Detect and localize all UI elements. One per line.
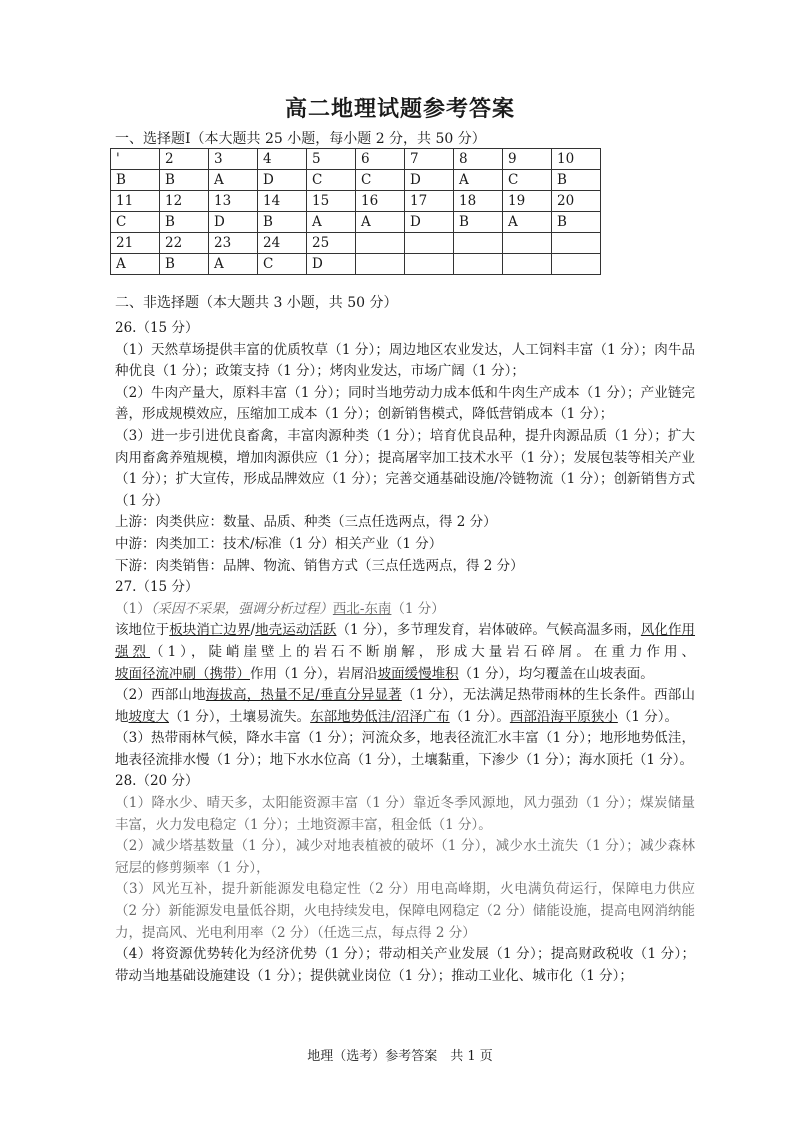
answer-table-cell: A bbox=[503, 212, 552, 233]
answer-table-cell: 3 bbox=[209, 149, 258, 170]
q28-answer-2: （2）减少塔基数量（1 分），减少对地表植被的破坏（1 分），减少水土流失（1 分）；减少森林冠层的修剪频率（1 分）， bbox=[115, 838, 695, 876]
answer-table-row bbox=[111, 149, 601, 170]
answer-table-cell: 23 bbox=[209, 233, 258, 254]
answer-table-cell: D bbox=[405, 170, 454, 191]
answer-table-cell: 11 bbox=[111, 191, 160, 212]
q28-answer-4: （4）将资源优势转化为经济优势（1 分）；带动相关产业发展（1 分）；提高财政税收（1 分）；带动当地基础设施建设（1 分）；提供就业岗位（1 分）；推动工业化、城市化（1 分）； bbox=[115, 946, 695, 984]
answer-table-row bbox=[111, 254, 601, 275]
q27-1-note: （采因不采果，强调分析过程） bbox=[150, 600, 333, 617]
answer-table-cell: 19 bbox=[503, 191, 552, 212]
answer-table-cell: C bbox=[307, 170, 356, 191]
answer-table-row bbox=[111, 233, 601, 254]
answer-table-cell: 4 bbox=[258, 149, 307, 170]
answer-table-cell: B bbox=[552, 212, 601, 233]
answer-table-cell: 8 bbox=[454, 149, 503, 170]
answer-table-cell: A bbox=[454, 170, 503, 191]
answer-table-cell: D bbox=[258, 170, 307, 191]
answer-table-cell: 18 bbox=[454, 191, 503, 212]
q28-answer-1: （1）降水少、晴天多，太阳能资源丰富（1 分）靠近冬季风源地，风力强劲（1 分）；煤炭储量丰富，火力发电稳定（1 分）；土地资源丰富，租金低（1 分）。 bbox=[115, 795, 695, 833]
answer-table-cell bbox=[552, 233, 601, 254]
answer-table-cell: C bbox=[111, 212, 160, 233]
answer-table-cell: 2 bbox=[160, 149, 209, 170]
answer-table-cell: 15 bbox=[307, 191, 356, 212]
q26-answer-1: （1）天然草场提供丰富的优质牧草（1 分）；周边地区农业发达，人工饲料丰富（1 分）；肉牛品种优良（1 分）；政策支持（1 分）；烤肉业发达，市场广阔（1 分）； bbox=[115, 341, 695, 380]
answer-table-cell bbox=[503, 254, 552, 275]
q27-answer-1 bbox=[115, 599, 695, 621]
answer-table-cell: 9 bbox=[503, 149, 552, 170]
page-footer: 地理（选考）参考答案 共 1 页 bbox=[307, 1049, 493, 1064]
answer-table-cell: D bbox=[307, 254, 356, 275]
answer-table-cell: B bbox=[160, 254, 209, 275]
answer-table-cell: C bbox=[503, 170, 552, 191]
answer-table-cell: A bbox=[209, 170, 258, 191]
q26-answer-2: （2）牛肉产量大，原料丰富（1 分）；同时当地劳动力成本低和牛肉生产成本（1 分）；产业链完善，形成规模效应，压缩加工成本（1 分）；创新销售模式，降低营销成本（1 分）； bbox=[115, 384, 695, 423]
answer-table-cell: B bbox=[258, 212, 307, 233]
q27-1-score: （1 分） bbox=[391, 600, 445, 617]
answer-table-cell: 14 bbox=[258, 191, 307, 212]
answer-table-cell: 24 bbox=[258, 233, 307, 254]
q27-answer-2: （2）西部山地海拔高，热量不足/垂直分异显著（1 分），无法满足热带雨林的生长条件。西部山地坡度大（1 分），土壤易流失。东部地势低洼/沼泽广布（1 分）。西部沿海平原狭小（1 分）。 bbox=[115, 687, 695, 725]
answer-table-cell: B bbox=[111, 170, 160, 191]
q26-heading: 26.（15 分） bbox=[115, 320, 199, 336]
q27-1-direction: 西北-东南 bbox=[332, 600, 392, 617]
q27-1-num: （1） bbox=[115, 600, 151, 617]
answer-table-cell: 16 bbox=[356, 191, 405, 212]
answer-table-row bbox=[111, 170, 601, 191]
answer-table-cell bbox=[454, 233, 503, 254]
answer-table-cell: D bbox=[405, 212, 454, 233]
answer-table-cell: A bbox=[307, 212, 356, 233]
answer-table-cell: 21 bbox=[111, 233, 160, 254]
answer-table-cell: A bbox=[209, 254, 258, 275]
q26-answer-3: （3）进一步引进优良畜禽，丰富肉源种类（1 分）；培育优良品种，提升肉源品质（1 分）；扩大肉用畜禽养殖规模，增加肉源供应（1 分）；提高屠宰加工技术水平（1 分）；发展包装等相关产业（1 分）；扩大宣传，形成品牌效应（1 分）；完善交通基础设施/冷链物流（1 分）；创新销售方式（1 分） bbox=[115, 427, 695, 509]
q26-upstream: 上游：肉类供应：数量、品质、种类（三点任选两点，得 2 分） bbox=[115, 514, 497, 531]
answer-table bbox=[110, 148, 601, 275]
answer-table-cell bbox=[405, 254, 454, 275]
answer-table-cell bbox=[405, 233, 454, 254]
q27-answer-1-detail: 该地位于板块消亡边界/地壳运动活跃（1 分），多节理发育，岩体破碎。气候高温多雨，风化作用强烈（1），陡峭崖壁上的岩石不断崩解，形成大量岩石碎屑。在重力作用、坡面径流冲刷（携带）作用（1 分），岩屑沿坡面缓慢堆积（1 分），均匀覆盖在山坡表面。 bbox=[115, 622, 696, 682]
answer-table-cell: C bbox=[258, 254, 307, 275]
answer-table-cell: B bbox=[160, 212, 209, 233]
answer-table-cell bbox=[356, 233, 405, 254]
q28-heading: 28.（20 分） bbox=[115, 773, 199, 790]
answer-table-cell: D bbox=[209, 212, 258, 233]
page-title: 高二地理试题参考答案 bbox=[284, 96, 515, 122]
answer-table-cell: 6 bbox=[356, 149, 405, 170]
answer-table-cell bbox=[356, 254, 405, 275]
section1-heading: 一、选择题I（本大题共 25 小题，每小题 2 分，共 50 分） bbox=[115, 131, 486, 147]
answer-table-row bbox=[111, 191, 601, 212]
answer-table-cell: B bbox=[552, 170, 601, 191]
answer-table-cell: 25 bbox=[307, 233, 356, 254]
answer-table-cell: 5 bbox=[307, 149, 356, 170]
answer-table-cell: 13 bbox=[209, 191, 258, 212]
q26-midstream: 中游：肉类加工：技术/标准（1 分）相关产业（1 分） bbox=[115, 535, 443, 552]
answer-table-row bbox=[111, 212, 601, 233]
answer-table-cell: 22 bbox=[160, 233, 209, 254]
answer-table-cell: 12 bbox=[160, 191, 209, 212]
answer-table-cell: C bbox=[356, 170, 405, 191]
answer-table-cell: 17 bbox=[405, 191, 454, 212]
q28-answer-3: （3）风光互补，提升新能源发电稳定性（2 分）用电高峰期，火电满负荷运行，保障电力供应（2 分）新能源发电量低谷期，火电持续发电，保障电网稳定（2 分）储能设施，提高电网消纳能力，提高风、光电利用率（2 分）（任选三点，每点得 2 分） bbox=[115, 881, 695, 941]
answer-table-cell: 10 bbox=[552, 149, 601, 170]
answer-table-cell bbox=[552, 254, 601, 275]
answer-table-cell: A bbox=[356, 212, 405, 233]
q27-heading: 27.（15 分） bbox=[115, 579, 199, 596]
answer-table-cell: B bbox=[454, 212, 503, 233]
answer-table-cell bbox=[454, 254, 503, 275]
q26-downstream: 下游：肉类销售：品牌、物流、销售方式（三点任选两点，得 2 分） bbox=[115, 557, 524, 574]
answer-table-cell: ' bbox=[111, 149, 160, 170]
answer-table-cell: A bbox=[111, 254, 160, 275]
answer-table-cell: B bbox=[160, 170, 209, 191]
answer-table-cell: 7 bbox=[405, 149, 454, 170]
answer-content bbox=[115, 318, 695, 987]
answer-table-cell: 20 bbox=[552, 191, 601, 212]
section2-heading: 二、非选择题（本大题共 3 小题，共 50 分） bbox=[115, 295, 398, 311]
q27-answer-3: （3）热带雨林气候，降水丰富（1 分）；河流众多，地表径流汇水丰富（1 分）；地形地势低洼，地表径流排水慢（1 分）；地下水水位高（1 分），土壤黏重，下渗少（1 分）；海水顶托（1 分）。 bbox=[115, 730, 695, 768]
answer-table-cell bbox=[503, 233, 552, 254]
